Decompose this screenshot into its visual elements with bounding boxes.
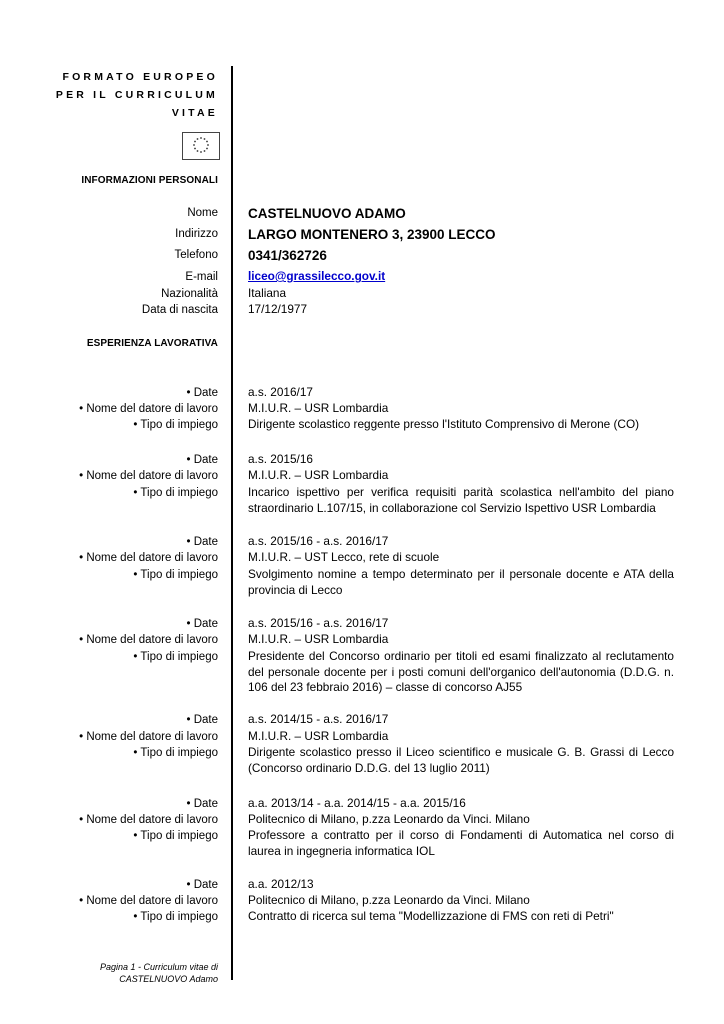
page-footer (100, 961, 218, 985)
label-nome: Nome (187, 207, 218, 219)
entry-6-type: Professore a contratto per il corso di Fondamenti di Automatica nel corso di laurea in ingegneria informatica IOL (248, 828, 674, 858)
label-date: • Date (186, 454, 218, 466)
label-employer: • Nome del datore di lavoro (79, 470, 218, 482)
label-nazionalita: Nazionalità (161, 288, 218, 300)
entry-2-employer: M.I.U.R. – USR Lombardia (248, 468, 389, 482)
footer-line-1: Pagina 1 - Curriculum vitae di (99, 962, 218, 972)
title-line-3: VITAE (171, 107, 218, 119)
document-title (18, 68, 218, 122)
label-data-nascita: Data di nascita (141, 304, 218, 316)
label-date: • Date (186, 879, 218, 891)
entry-2-type: Incarico ispettivo per verifica requisiti parità scolastica nell'ambito del piano straordinario L.107/15, in collaborazione col Servizio Ispettivo USR Lombardia (248, 485, 674, 515)
entry-4-employer: M.I.U.R. – USR Lombardia (248, 632, 389, 646)
section-personal-info: INFORMAZIONI PERSONALI (81, 175, 218, 186)
label-type: • Tipo di impiego (133, 747, 218, 759)
entry-5-type: Dirigente scolastico presso il Liceo scientifico e musicale G. B. Grassi di Lecco (Concorso ordinario D.D.G. del 13 luglio 2011) (248, 745, 674, 775)
value-telefono: 0341/362726 (248, 248, 327, 263)
label-date: • Date (186, 714, 218, 726)
entry-7-date: a.a. 2012/13 (248, 877, 314, 891)
entry-2-date: a.s. 2015/16 (248, 452, 313, 466)
value-nazionalita: Italiana (248, 286, 287, 300)
label-indirizzo: Indirizzo (175, 228, 218, 240)
label-date: • Date (186, 387, 218, 399)
label-employer: • Nome del datore di lavoro (79, 895, 218, 907)
entry-4-date: a.s. 2015/16 - a.s. 2016/17 (248, 616, 389, 630)
value-data-nascita: 17/12/1977 (248, 302, 308, 316)
label-employer: • Nome del datore di lavoro (79, 403, 218, 415)
label-employer: • Nome del datore di lavoro (79, 634, 218, 646)
entry-1-employer: M.I.U.R. – USR Lombardia (248, 401, 389, 415)
entry-1-type: Dirigente scolastico reggente presso l'Istituto Comprensivo di Merone (CO) (248, 417, 640, 431)
label-employer: • Nome del datore di lavoro (79, 552, 218, 564)
label-date: • Date (186, 798, 218, 810)
label-employer: • Nome del datore di lavoro (79, 814, 218, 826)
entry-6-employer: Politecnico di Milano, p.zza Leonardo da Vinci. Milano (248, 812, 530, 826)
label-type: • Tipo di impiego (133, 830, 218, 842)
section-work-experience: ESPERIENZA LAVORATIVA (86, 338, 218, 349)
value-indirizzo: LARGO MONTENERO 3, 23900 LECCO (248, 227, 496, 242)
entry-1-date: a.s. 2016/17 (248, 385, 313, 399)
entry-5-employer: M.I.U.R. – USR Lombardia (248, 729, 389, 743)
entry-7-type: Contratto di ricerca sul tema "Modellizzazione di FMS con reti di Petri" (248, 909, 614, 923)
title-line-2: PER IL CURRICULUM (55, 89, 218, 101)
footer-line-2: CASTELNUOVO Adamo (119, 974, 218, 984)
label-type: • Tipo di impiego (133, 911, 218, 923)
eu-flag-icon (182, 132, 220, 160)
label-telefono: Telefono (174, 249, 218, 261)
vertical-divider (231, 66, 233, 980)
entry-3-date: a.s. 2015/16 - a.s. 2016/17 (248, 534, 389, 548)
label-type: • Tipo di impiego (133, 419, 218, 431)
label-type: • Tipo di impiego (133, 569, 218, 581)
entry-7-employer: Politecnico di Milano, p.zza Leonardo da Vinci. Milano (248, 893, 530, 907)
email-link[interactable]: liceo@grassilecco.gov.it (248, 269, 386, 283)
title-line-1: FORMATO EUROPEO (62, 71, 218, 83)
entry-3-type: Svolgimento nomine a tempo determinato per il personale docente e ATA della provincia di Lecco (248, 567, 674, 597)
entry-4-type: Presidente del Concorso ordinario per titoli ed esami finalizzato al reclutamento del personale docente per i posti comuni dell'organico dell'autonomia (D.D.G. n. 106 del 23 febbraio 2016) – classe di concorso AJ55 (248, 649, 674, 694)
entry-6-date: a.a. 2013/14 - a.a. 2014/15 - a.a. 2015/16 (248, 796, 466, 810)
value-nome: CASTELNUOVO ADAMO (248, 206, 406, 221)
label-email: E-mail (185, 271, 218, 283)
entry-3-employer: M.I.U.R. – UST Lecco, rete di scuole (248, 550, 440, 564)
label-type: • Tipo di impiego (133, 487, 218, 499)
label-employer: • Nome del datore di lavoro (79, 731, 218, 743)
entry-5-date: a.s. 2014/15 - a.s. 2016/17 (248, 712, 389, 726)
label-type: • Tipo di impiego (133, 651, 218, 663)
label-date: • Date (186, 536, 218, 548)
label-date: • Date (186, 618, 218, 630)
